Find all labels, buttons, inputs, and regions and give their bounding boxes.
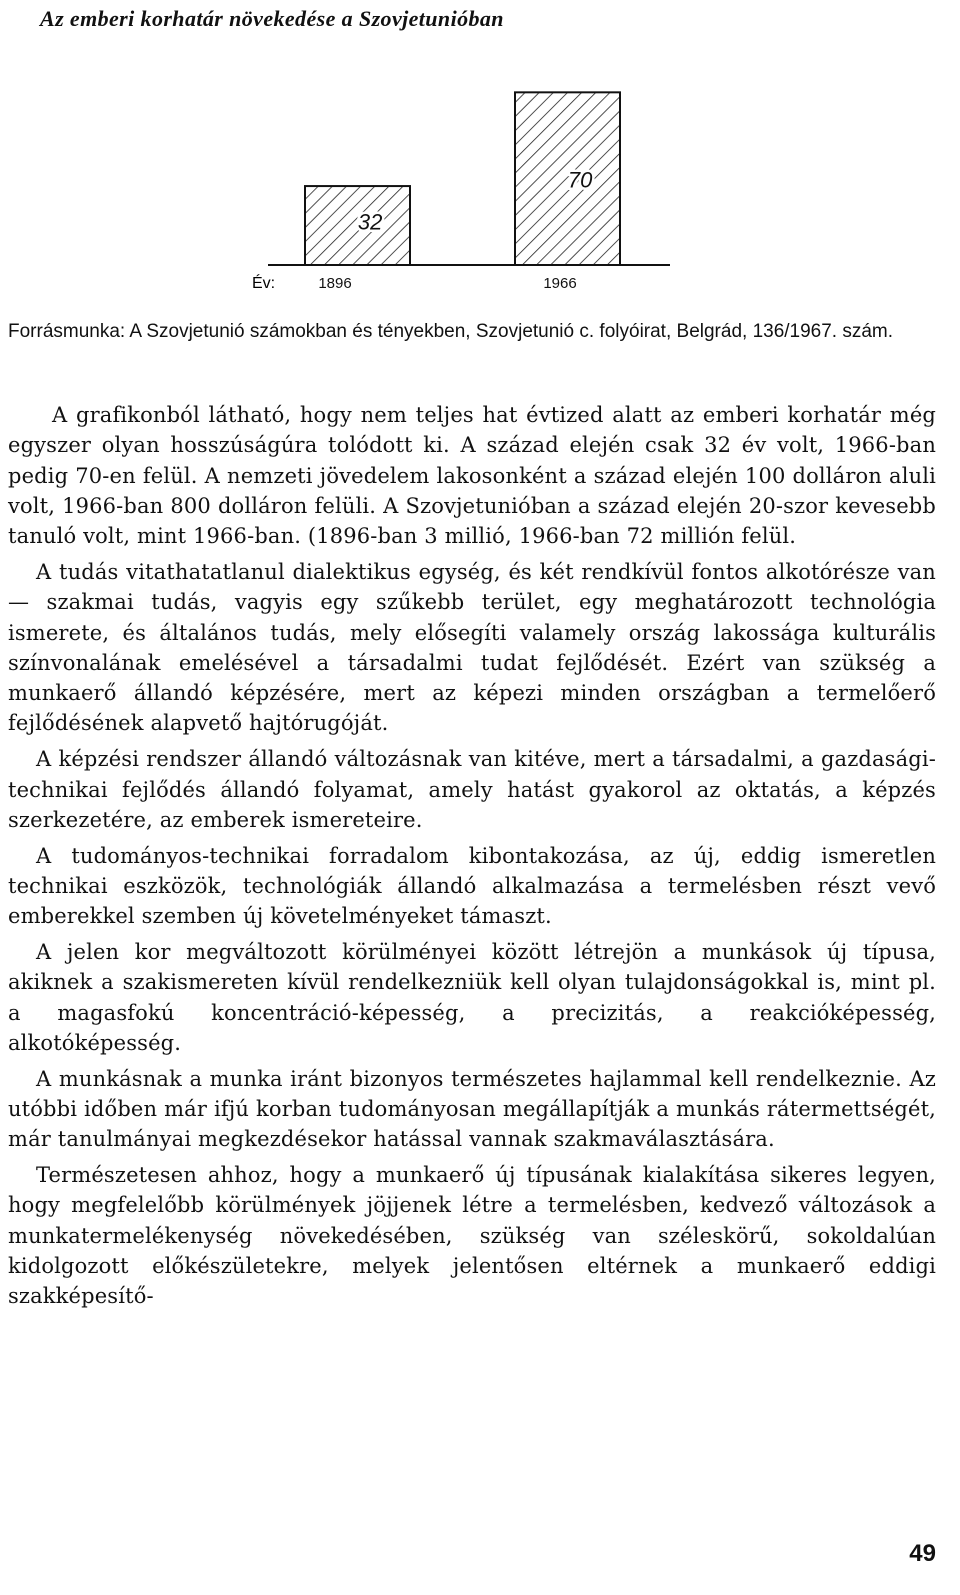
paragraph: A tudás vitathatatlanul dialektikus egység, és két rendkívül fontos alkotórésze van — szakmai tudás, vagyis egy szűkebb terület, egy meghatározott technológia ismerete, és általános tudás, mely elősegíti valamely ország lakossága kulturális színvonalának emelésével a társadalmi tudat fejlődését. Ezért van szükség a munkaerő állandó képzésére, mert az képezi minden országban a termelőerő fejlődésének alapvető hajtórugóját. [8,559,936,736]
x-tick-label-1896: 1896 [318,275,352,292]
data-label-1966: 70 [567,167,593,193]
paragraph: Természetesen ahhoz, hogy a munkaerő új típusának kialakítása sikeres legyen, hogy megfelelőbb körülmények jöjjenek létre a termelésben, kedvező változások a munkatermelékenység növekedésében, szükség van széleskörű, sokoldalúan kidolgozott előkészületekre, melyek jelentősen eltérnek a munkaerő eddigi szakképesítő- [8,1163,936,1309]
paragraph: A jelen kor megváltozott körülményei között létrejön a munkások új típusa, akiknek a szakismereten kívül rendelkezniük kell olyan tulajdonságokkal is, mint pl. a magasfokú koncentráció-képesség, a precizitás, a reakcióképesség, alkotóképesség. [8,940,936,1055]
paragraph: A grafikonból látható, hogy nem teljes hat évtized alatt az emberi korhatár még egyszer olyan hosszúságúra tolódott ki. A század elején csak 32 év volt, 1966-ban pedig 70-en felül. A nemzeti jövedelem lakosonként a század elején 100 dolláron aluli volt, 1966-ban 800 dolláron felüli. A Szovjetunióban a század elején 20-szor kevesebb tanuló volt, mint 1966-ban. (1896-ban 3 millió, 1966-ban 72 millión felül. [8,403,936,549]
data-label-1896: 32 [357,209,383,235]
page-number: 49 [909,1540,936,1567]
paragraph: A munkásnak a munka iránt bizonyos természetes hajlammal kell rendelkeznie. Az utóbbi időben már ifjú korban tudományosan megállapítják a munkás rátermettségét, már tanulmányai megkezdésekor hatással vannak szakmaválasztására. [8,1066,936,1152]
source-citation: Forrásmunka: A Szovjetunió számokban és tényekben, Szovjetunió c. folyóirat, Belgrád, 136/1967. szám. [8,321,894,342]
body-text [8,400,936,1317]
paragraph: A tudományos-technikai forradalom kibontakozása, az új, eddig ismeretlen technikai eszközök, technológiák állandó alkalmazása a termelésben részt vevő emberekkel szemben új követelményeket támaszt. [8,843,936,929]
life-expectancy-bar-chart [240,80,680,295]
paragraph: A képzési rendszer állandó változásnak van kitéve, mert a társadalmi, a gazdasági-technikai fejlődés állandó folyamat, amely hatást gyakorol az oktatás, a képzés szerkezetére, az emberek ismereteire. [8,747,936,832]
page-title: Az emberi korhatár növekedése a Szovjetunióban [40,6,504,31]
axis-prefix: Év: [252,275,276,292]
x-tick-label-1966: 1966 [543,275,577,292]
